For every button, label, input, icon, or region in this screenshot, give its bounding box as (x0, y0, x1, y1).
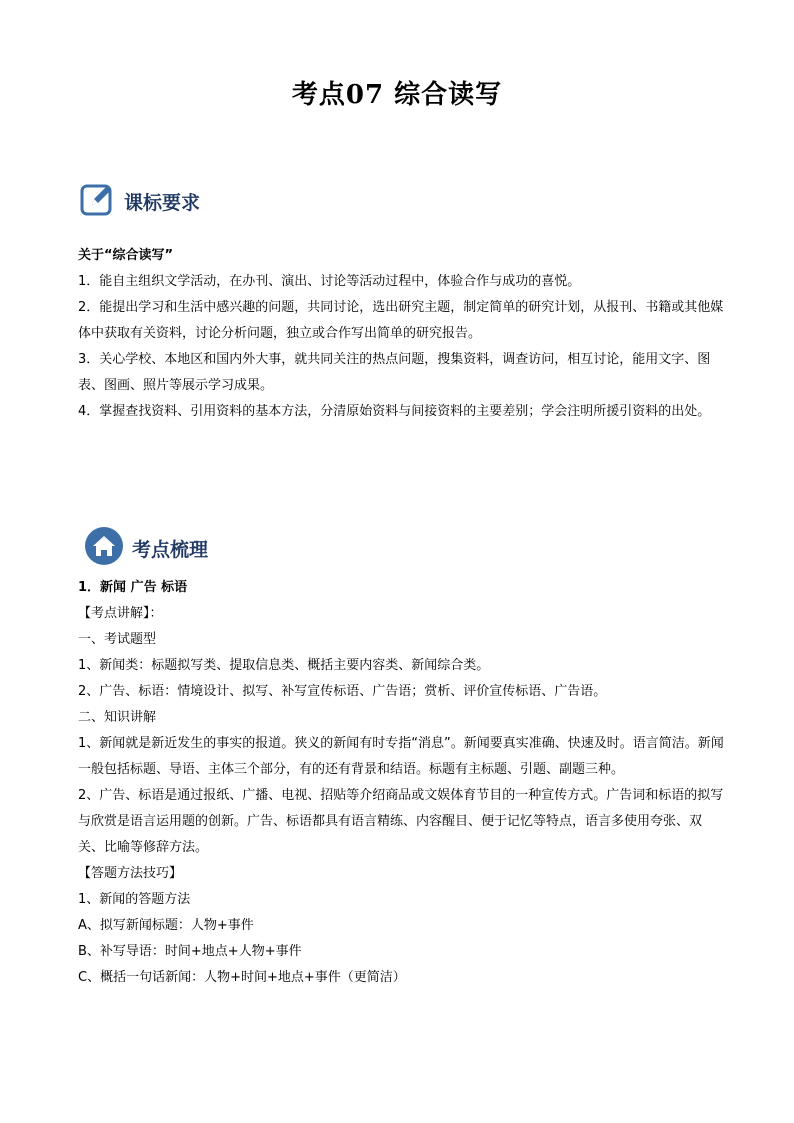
subsection-title: 1．新闻 广告 标语 (78, 580, 188, 595)
page-title: 考点07 综合读写 (291, 80, 503, 110)
section-header-curriculum (80, 181, 200, 221)
knowledge-ads: 2、广告、标语是通过报纸、广播、电视、招贴等介绍商品或文娱体育节目的一种宣传方式。广告词和标语的拟写与欣赏是语言运用题的创新。广告、标语都具有语言精练、内容醒目、便于记忆等特点，语言多使用夸张、双关、比喻等修辞方法。 (78, 788, 724, 855)
curriculum-text (78, 243, 726, 425)
home-icon (84, 526, 124, 570)
method-a: A、拟写新闻标题：人物+事件 (78, 918, 254, 933)
curriculum-item-1: 1．能自主组织文学活动，在办刊、演出、讨论等活动过程中，体验合作与成功的喜悦。 (78, 274, 581, 289)
edit-icon (80, 181, 116, 221)
tag-methods: 【答题方法技巧】 (78, 866, 183, 881)
review-text (78, 575, 726, 991)
section-heading: 课标要求 (124, 191, 201, 214)
heading-question-types: 一、考试题型 (78, 632, 157, 647)
question-type-news: 1、新闻类：标题拟写类、提取信息类、概括主要内容类、新闻综合类。 (78, 658, 490, 673)
curriculum-item-4: 4．掌握查找资料、引用资料的基本方法，分清原始资料与间接资料的主要差别；学会注明所援引资料的出处。 (78, 404, 711, 419)
curriculum-item-2: 2．能提出学习和生活中感兴趣的问题，共同讨论，选出研究主题，制定简单的研究计划，从报刊、书籍或其他媒体中获取有关资料，讨论分析问题，独立或合作写出简单的研究报告。 (78, 300, 724, 341)
heading-knowledge: 二、知识讲解 (78, 710, 157, 725)
section-header-review (84, 526, 208, 570)
curriculum-item-3: 3．关心学校、本地区和国内外大事，就共同关注的热点问题，搜集资料，调查访问，相互讨论，能用文字、图表、图画、照片等展示学习成果。 (78, 352, 711, 393)
section-heading: 考点梳理 (132, 538, 209, 561)
knowledge-news: 1、新闻就是新近发生的事实的报道。狭义的新闻有时专指“消息”。新闻要真实准确、快速及时。语言简洁。新闻一般包括标题、导语、主体三个部分，有的还有背景和结语。标题有主标题、引题、副题三种。 (78, 736, 724, 777)
method-title: 1、新闻的答题方法 (78, 892, 191, 907)
curriculum-lead: 关于“综合读写” (78, 248, 174, 263)
tag-explain: 【考点讲解】： (78, 606, 163, 621)
question-type-ads: 2、广告、标语：情境设计、拟写、补写宣传标语、广告语；赏析、评价宣传标语、广告语。 (78, 684, 607, 699)
method-c: C、概括一句话新闻：人物+时间+地点+事件（更简洁） (78, 970, 406, 985)
method-b: B、补写导语：时间+地点+人物+事件 (78, 944, 302, 959)
